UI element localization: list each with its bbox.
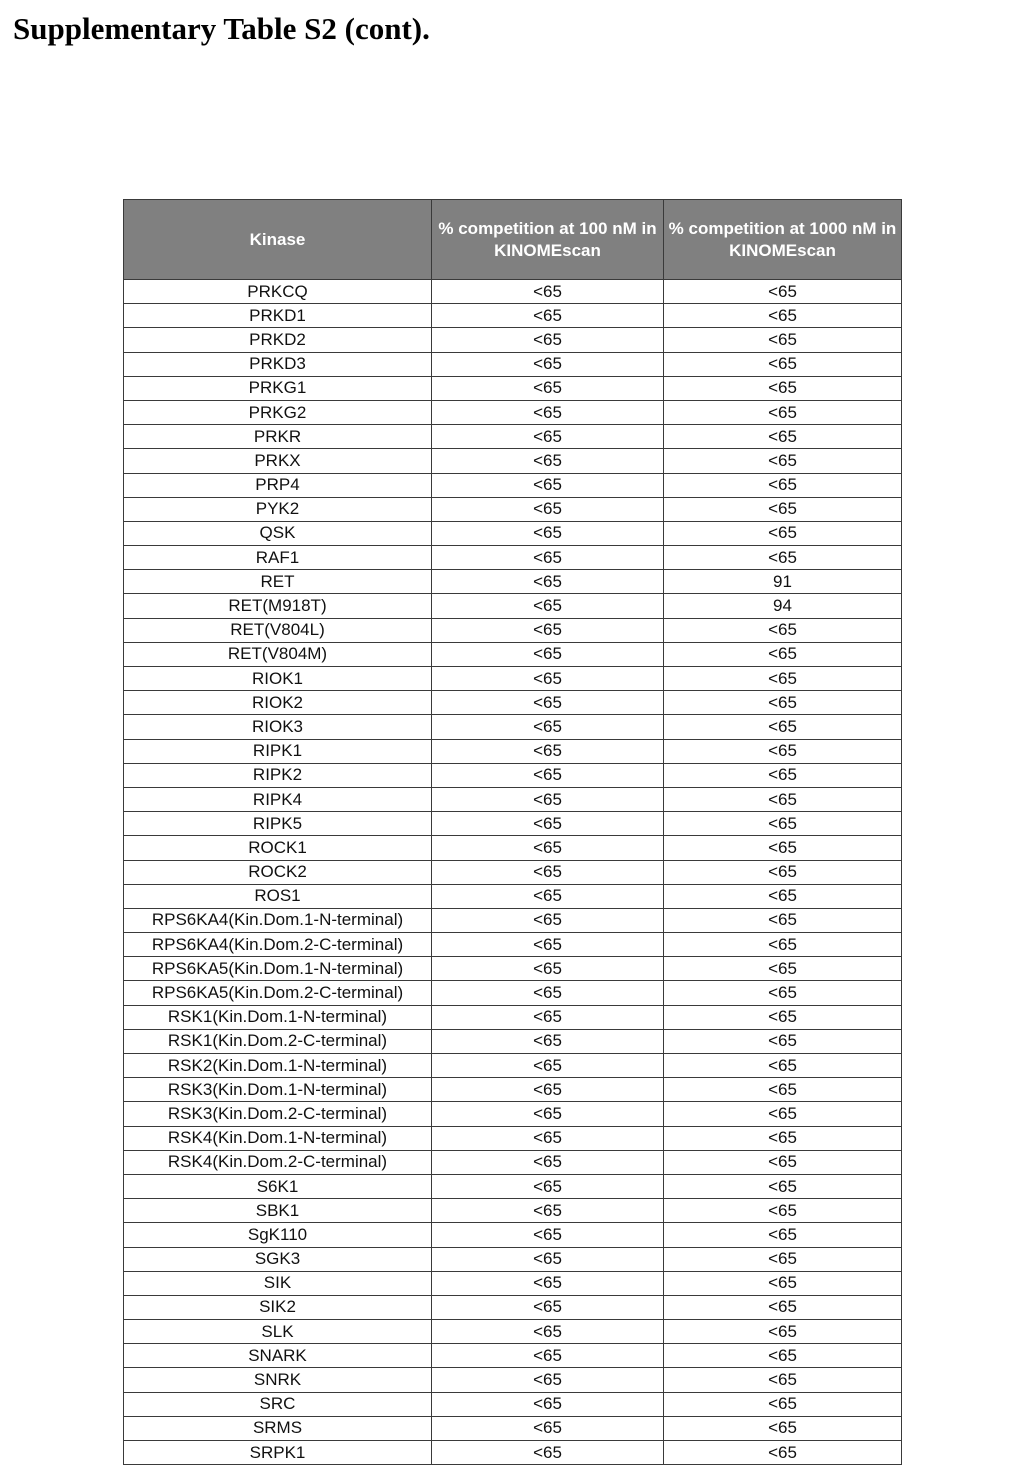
competition-1000nm-cell: <65 (664, 933, 902, 957)
kinase-name-cell: SNARK (124, 1344, 432, 1368)
kinase-name-cell: PRKD1 (124, 304, 432, 328)
competition-1000nm-cell: <65 (664, 1441, 902, 1465)
competition-100nm-cell: <65 (432, 1078, 664, 1102)
competition-100nm-cell: <65 (432, 981, 664, 1005)
competition-100nm-cell: <65 (432, 425, 664, 449)
competition-100nm-cell: <65 (432, 618, 664, 642)
competition-100nm-cell: <65 (432, 1368, 664, 1392)
competition-100nm-cell: <65 (432, 1223, 664, 1247)
competition-1000nm-cell: <65 (664, 1344, 902, 1368)
competition-1000nm-cell: <65 (664, 449, 902, 473)
table-header (124, 200, 902, 280)
competition-100nm-cell: <65 (432, 473, 664, 497)
table-row (124, 1005, 902, 1029)
competition-100nm-cell: <65 (432, 570, 664, 594)
header-competition-1000nm: % competition at 1000 nM in KINOMEscan (664, 200, 902, 280)
kinase-name-cell: SNRK (124, 1368, 432, 1392)
kinase-name-cell: RPS6KA5(Kin.Dom.1-N-terminal) (124, 957, 432, 981)
kinase-name-cell: RIPK4 (124, 787, 432, 811)
table-body (124, 280, 902, 1465)
kinase-name-cell: RET (124, 570, 432, 594)
table-row (124, 981, 902, 1005)
table-row (124, 1102, 902, 1126)
competition-1000nm-cell: <65 (664, 400, 902, 424)
table-row (124, 594, 902, 618)
competition-100nm-cell: <65 (432, 1392, 664, 1416)
competition-100nm-cell: <65 (432, 1126, 664, 1150)
competition-100nm-cell: <65 (432, 1054, 664, 1078)
competition-100nm-cell: <65 (432, 933, 664, 957)
kinase-name-cell: QSK (124, 521, 432, 545)
competition-1000nm-cell: <65 (664, 1005, 902, 1029)
kinase-name-cell: RIPK1 (124, 739, 432, 763)
table-row (124, 618, 902, 642)
competition-100nm-cell: <65 (432, 908, 664, 932)
competition-100nm-cell: <65 (432, 1344, 664, 1368)
table-row (124, 1295, 902, 1319)
table-row (124, 1174, 902, 1198)
kinase-name-cell: PRKX (124, 449, 432, 473)
table-row (124, 933, 902, 957)
competition-100nm-cell: <65 (432, 400, 664, 424)
competition-100nm-cell: <65 (432, 787, 664, 811)
table-container (123, 199, 902, 1465)
kinase-name-cell: SLK (124, 1320, 432, 1344)
competition-1000nm-cell: <65 (664, 1392, 902, 1416)
kinase-name-cell: RSK1(Kin.Dom.2-C-terminal) (124, 1029, 432, 1053)
table-row (124, 739, 902, 763)
competition-100nm-cell: <65 (432, 667, 664, 691)
competition-100nm-cell: <65 (432, 1102, 664, 1126)
kinase-name-cell: RSK3(Kin.Dom.2-C-terminal) (124, 1102, 432, 1126)
competition-100nm-cell: <65 (432, 812, 664, 836)
kinase-name-cell: PRKD3 (124, 352, 432, 376)
table-row (124, 1441, 902, 1465)
page-title: Supplementary Table S2 (cont). (13, 11, 430, 46)
competition-1000nm-cell: <65 (664, 1320, 902, 1344)
table-row (124, 884, 902, 908)
kinase-name-cell: RET(V804M) (124, 642, 432, 666)
kinase-name-cell: PRP4 (124, 473, 432, 497)
kinase-name-cell: RIOK2 (124, 691, 432, 715)
competition-1000nm-cell: <65 (664, 1126, 902, 1150)
kinase-table (123, 199, 902, 1465)
table-row (124, 667, 902, 691)
competition-100nm-cell: <65 (432, 957, 664, 981)
competition-100nm-cell: <65 (432, 860, 664, 884)
competition-100nm-cell: <65 (432, 594, 664, 618)
table-row (124, 642, 902, 666)
competition-100nm-cell: <65 (432, 1441, 664, 1465)
competition-100nm-cell: <65 (432, 1295, 664, 1319)
kinase-name-cell: PRKG1 (124, 376, 432, 400)
kinase-name-cell: SIK (124, 1271, 432, 1295)
table-row (124, 787, 902, 811)
kinase-name-cell: PYK2 (124, 497, 432, 521)
table-row (124, 1223, 902, 1247)
competition-100nm-cell: <65 (432, 884, 664, 908)
competition-100nm-cell: <65 (432, 521, 664, 545)
competition-100nm-cell: <65 (432, 497, 664, 521)
kinase-name-cell: RIPK2 (124, 763, 432, 787)
competition-100nm-cell: <65 (432, 715, 664, 739)
competition-1000nm-cell: <65 (664, 1295, 902, 1319)
table-row (124, 1054, 902, 1078)
competition-1000nm-cell: 91 (664, 570, 902, 594)
competition-100nm-cell: <65 (432, 280, 664, 304)
competition-1000nm-cell: <65 (664, 1150, 902, 1174)
competition-1000nm-cell: <65 (664, 691, 902, 715)
kinase-name-cell: SRC (124, 1392, 432, 1416)
table-row (124, 1271, 902, 1295)
competition-1000nm-cell: <65 (664, 812, 902, 836)
competition-100nm-cell: <65 (432, 449, 664, 473)
competition-1000nm-cell: <65 (664, 497, 902, 521)
table-row (124, 400, 902, 424)
table-row (124, 1150, 902, 1174)
competition-1000nm-cell: <65 (664, 280, 902, 304)
competition-1000nm-cell: <65 (664, 473, 902, 497)
table-row (124, 280, 902, 304)
competition-1000nm-cell: <65 (664, 739, 902, 763)
table-row (124, 691, 902, 715)
table-row (124, 1368, 902, 1392)
competition-100nm-cell: <65 (432, 642, 664, 666)
kinase-name-cell: RSK4(Kin.Dom.2-C-terminal) (124, 1150, 432, 1174)
competition-100nm-cell: <65 (432, 328, 664, 352)
kinase-name-cell: RET(V804L) (124, 618, 432, 642)
table-row (124, 1029, 902, 1053)
competition-1000nm-cell: <65 (664, 376, 902, 400)
competition-1000nm-cell: <65 (664, 1029, 902, 1053)
kinase-name-cell: SRMS (124, 1416, 432, 1440)
competition-1000nm-cell: <65 (664, 618, 902, 642)
header-row (124, 200, 902, 280)
kinase-name-cell: PRKCQ (124, 280, 432, 304)
kinase-name-cell: RSK1(Kin.Dom.1-N-terminal) (124, 1005, 432, 1029)
table-row (124, 546, 902, 570)
competition-100nm-cell: <65 (432, 739, 664, 763)
kinase-name-cell: SBK1 (124, 1199, 432, 1223)
competition-100nm-cell: <65 (432, 1029, 664, 1053)
competition-1000nm-cell: <65 (664, 1416, 902, 1440)
competition-100nm-cell: <65 (432, 1005, 664, 1029)
kinase-name-cell: PRKG2 (124, 400, 432, 424)
table-row (124, 1247, 902, 1271)
table-row (124, 908, 902, 932)
competition-1000nm-cell: <65 (664, 1174, 902, 1198)
table-row (124, 473, 902, 497)
competition-1000nm-cell: <65 (664, 957, 902, 981)
kinase-name-cell: ROS1 (124, 884, 432, 908)
kinase-name-cell: RSK2(Kin.Dom.1-N-terminal) (124, 1054, 432, 1078)
competition-1000nm-cell: <65 (664, 1078, 902, 1102)
table-row (124, 425, 902, 449)
kinase-name-cell: S6K1 (124, 1174, 432, 1198)
competition-1000nm-cell: <65 (664, 521, 902, 545)
competition-100nm-cell: <65 (432, 546, 664, 570)
competition-1000nm-cell: <65 (664, 425, 902, 449)
competition-100nm-cell: <65 (432, 1199, 664, 1223)
kinase-name-cell: SIK2 (124, 1295, 432, 1319)
header-kinase: Kinase (124, 200, 432, 280)
kinase-name-cell: RSK4(Kin.Dom.1-N-terminal) (124, 1126, 432, 1150)
kinase-name-cell: RAF1 (124, 546, 432, 570)
kinase-name-cell: PRKD2 (124, 328, 432, 352)
kinase-name-cell: RPS6KA5(Kin.Dom.2-C-terminal) (124, 981, 432, 1005)
table-row (124, 497, 902, 521)
competition-1000nm-cell: <65 (664, 908, 902, 932)
table-row (124, 352, 902, 376)
table-row (124, 570, 902, 594)
kinase-name-cell: RSK3(Kin.Dom.1-N-terminal) (124, 1078, 432, 1102)
table-row (124, 836, 902, 860)
competition-1000nm-cell: <65 (664, 642, 902, 666)
table-row (124, 449, 902, 473)
table-row (124, 812, 902, 836)
table-row (124, 763, 902, 787)
competition-1000nm-cell: <65 (664, 546, 902, 570)
competition-1000nm-cell: <65 (664, 1054, 902, 1078)
competition-100nm-cell: <65 (432, 352, 664, 376)
competition-100nm-cell: <65 (432, 691, 664, 715)
kinase-name-cell: RIOK3 (124, 715, 432, 739)
kinase-name-cell: PRKR (124, 425, 432, 449)
table-row (124, 521, 902, 545)
competition-1000nm-cell: <65 (664, 884, 902, 908)
competition-100nm-cell: <65 (432, 836, 664, 860)
competition-100nm-cell: <65 (432, 376, 664, 400)
kinase-name-cell: RIPK5 (124, 812, 432, 836)
kinase-name-cell: ROCK1 (124, 836, 432, 860)
competition-100nm-cell: <65 (432, 1150, 664, 1174)
table-row (124, 376, 902, 400)
competition-100nm-cell: <65 (432, 763, 664, 787)
competition-100nm-cell: <65 (432, 304, 664, 328)
table-row (124, 328, 902, 352)
competition-100nm-cell: <65 (432, 1247, 664, 1271)
competition-1000nm-cell: <65 (664, 352, 902, 376)
competition-1000nm-cell: <65 (664, 304, 902, 328)
competition-1000nm-cell: <65 (664, 1247, 902, 1271)
competition-1000nm-cell: <65 (664, 763, 902, 787)
competition-1000nm-cell: 94 (664, 594, 902, 618)
table-row (124, 1320, 902, 1344)
kinase-name-cell: ROCK2 (124, 860, 432, 884)
kinase-name-cell: SRPK1 (124, 1441, 432, 1465)
competition-100nm-cell: <65 (432, 1271, 664, 1295)
table-row (124, 1344, 902, 1368)
table-row (124, 1126, 902, 1150)
competition-1000nm-cell: <65 (664, 667, 902, 691)
competition-1000nm-cell: <65 (664, 715, 902, 739)
table-row (124, 1416, 902, 1440)
table-row (124, 860, 902, 884)
competition-1000nm-cell: <65 (664, 328, 902, 352)
competition-1000nm-cell: <65 (664, 1271, 902, 1295)
competition-1000nm-cell: <65 (664, 1102, 902, 1126)
competition-100nm-cell: <65 (432, 1320, 664, 1344)
table-row (124, 1199, 902, 1223)
competition-1000nm-cell: <65 (664, 1368, 902, 1392)
kinase-name-cell: SGK3 (124, 1247, 432, 1271)
header-competition-100nm: % competition at 100 nM in KINOMEscan (432, 200, 664, 280)
table-row (124, 1078, 902, 1102)
table-row (124, 957, 902, 981)
competition-1000nm-cell: <65 (664, 836, 902, 860)
competition-1000nm-cell: <65 (664, 981, 902, 1005)
kinase-name-cell: RET(M918T) (124, 594, 432, 618)
competition-1000nm-cell: <65 (664, 860, 902, 884)
table-row (124, 715, 902, 739)
table-row (124, 1392, 902, 1416)
kinase-name-cell: SgK110 (124, 1223, 432, 1247)
kinase-name-cell: RPS6KA4(Kin.Dom.1-N-terminal) (124, 908, 432, 932)
competition-100nm-cell: <65 (432, 1416, 664, 1440)
competition-1000nm-cell: <65 (664, 1223, 902, 1247)
kinase-name-cell: RIOK1 (124, 667, 432, 691)
table-row (124, 304, 902, 328)
competition-1000nm-cell: <65 (664, 1199, 902, 1223)
competition-100nm-cell: <65 (432, 1174, 664, 1198)
kinase-name-cell: RPS6KA4(Kin.Dom.2-C-terminal) (124, 933, 432, 957)
competition-1000nm-cell: <65 (664, 787, 902, 811)
